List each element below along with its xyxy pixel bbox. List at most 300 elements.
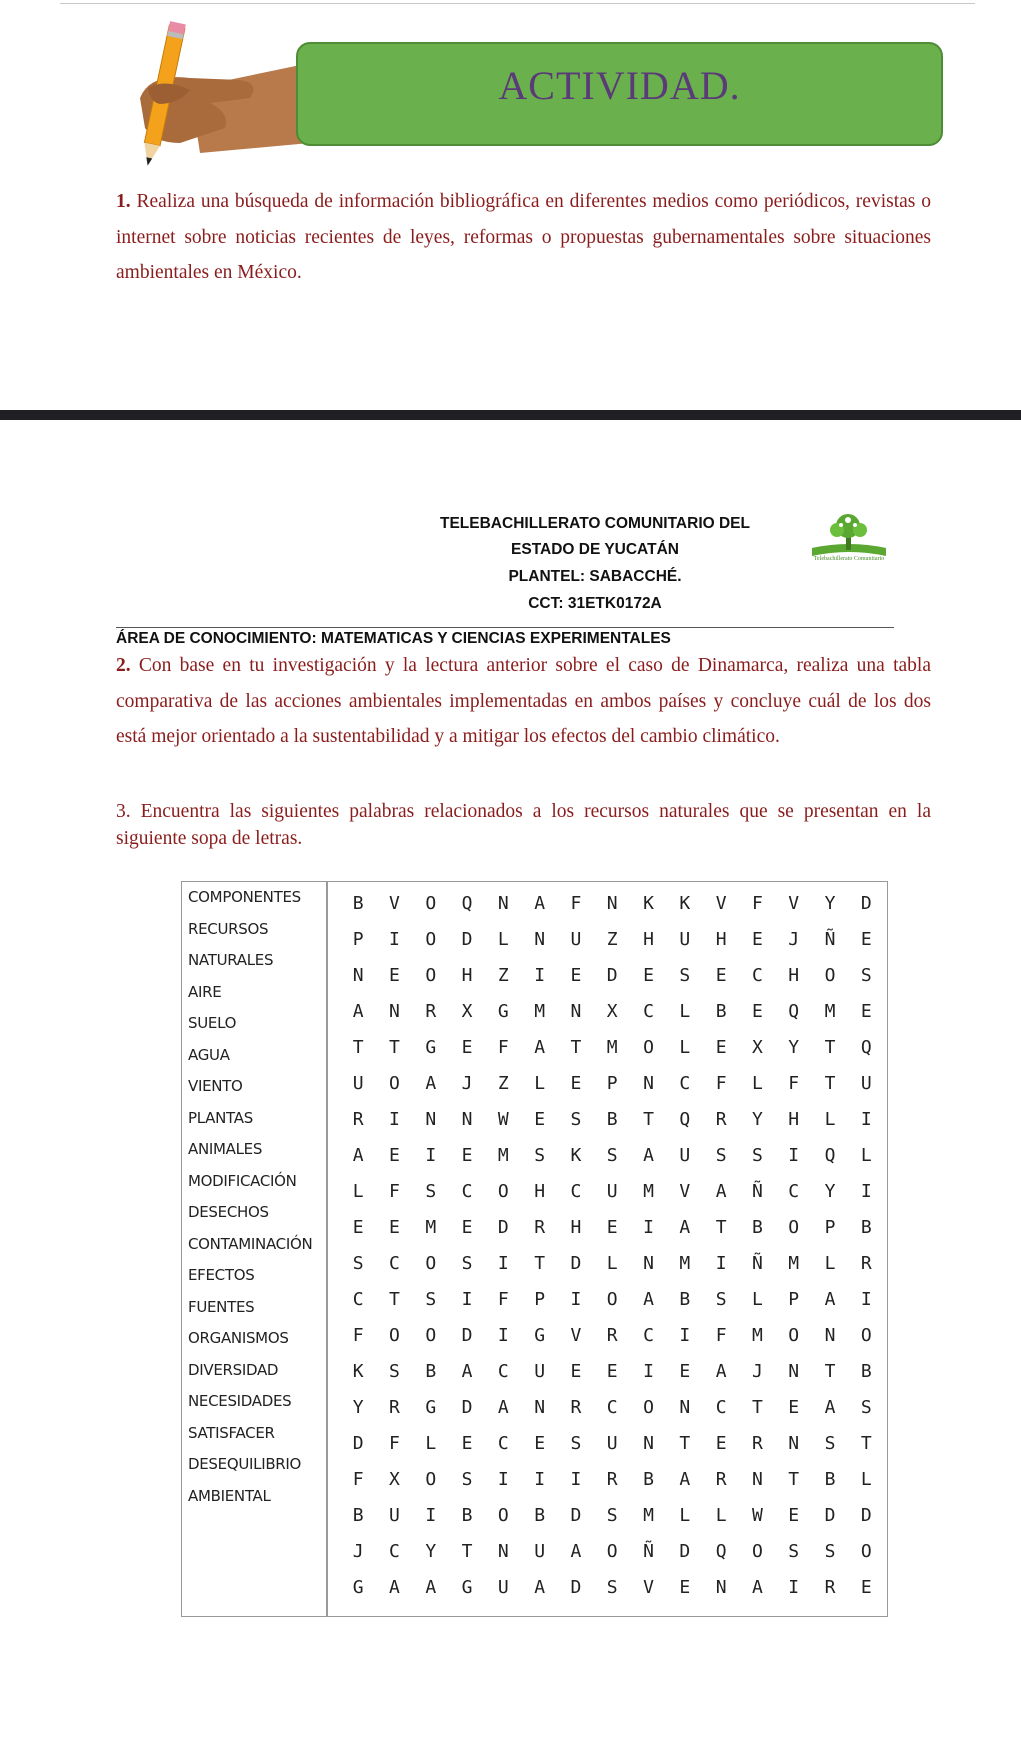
grid-letter: O (425, 892, 437, 914)
grid-letter: G (461, 1576, 473, 1598)
grid-letter: E (389, 1144, 400, 1166)
grid-letter: O (643, 1396, 654, 1418)
grid-letter: A (643, 1144, 654, 1166)
grid-letter: O (606, 1540, 618, 1562)
grid-letter: P (352, 928, 364, 950)
grid-letter: E (570, 1360, 582, 1382)
grid-letter: B (643, 1468, 654, 1490)
grid-letter: E (860, 1576, 872, 1598)
school-name-line-1: TELEBACHILLERATO COMUNITARIO DEL (440, 515, 750, 532)
grid-letter: I (570, 1468, 582, 1490)
word-list-item: MODIFICACIÓN (188, 1171, 297, 1190)
grid-letter: N (643, 1072, 654, 1094)
grid-letter: K (352, 1360, 364, 1382)
grid-letter: H (570, 1216, 582, 1238)
grid-letter: R (606, 1468, 618, 1490)
grid-letter: O (788, 1216, 800, 1238)
grid-letter: I (425, 1504, 437, 1526)
grid-letter: T (715, 1216, 727, 1238)
grid-row (340, 1389, 884, 1425)
grid-letter: A (715, 1360, 727, 1382)
grid-letter: T (534, 1252, 546, 1274)
grid-letter: C (643, 1324, 654, 1346)
grid-letter: L (497, 928, 509, 950)
grid-letter: C (715, 1396, 727, 1418)
grid-letter: Q (461, 892, 473, 914)
grid-letter: A (352, 1144, 364, 1166)
grid-letter: S (824, 1432, 836, 1454)
grid-letter: T (751, 1396, 763, 1418)
grid-letter: E (461, 1144, 473, 1166)
grid-letter: U (606, 1180, 618, 1202)
grid-letter: Y (425, 1540, 437, 1562)
word-list-item: AGUA (188, 1045, 230, 1064)
grid-letter: L (715, 1504, 727, 1526)
grid-letter: E (643, 964, 654, 986)
grid-letter: O (425, 1468, 437, 1490)
grid-letter: A (679, 1468, 691, 1490)
grid-letter: Q (860, 1036, 872, 1058)
grid-letter: M (643, 1180, 654, 1202)
grid-letter: E (461, 1036, 473, 1058)
grid-row (340, 885, 884, 921)
grid-letter: T (824, 1036, 836, 1058)
grid-letter: S (679, 964, 691, 986)
grid-letter: T (389, 1036, 400, 1058)
grid-letter: Y (824, 892, 836, 914)
grid-letter: R (352, 1108, 364, 1130)
grid-letter: C (497, 1432, 509, 1454)
grid-row (340, 1065, 884, 1101)
grid-letter: O (425, 964, 437, 986)
grid-letter: F (352, 1324, 364, 1346)
grid-letter: Ñ (751, 1180, 763, 1202)
grid-letter: C (352, 1288, 364, 1310)
grid-letter: T (679, 1432, 691, 1454)
grid-letter: C (606, 1396, 618, 1418)
grid-letter: U (389, 1504, 400, 1526)
grid-row (340, 1533, 884, 1569)
grid-letter: S (606, 1576, 618, 1598)
grid-letter: M (606, 1036, 618, 1058)
school-cct: CCT: 31ETK0172A (528, 595, 662, 612)
grid-letter: L (860, 1468, 872, 1490)
grid-letter: E (606, 1216, 618, 1238)
grid-letter: F (389, 1432, 400, 1454)
grid-letter: F (715, 1324, 727, 1346)
word-list-item: EFECTOS (188, 1266, 255, 1284)
word-list-item: DESECHOS (188, 1203, 269, 1221)
grid-letter: O (389, 1072, 400, 1094)
grid-letter: Q (824, 1144, 836, 1166)
grid-letter: S (606, 1144, 618, 1166)
grid-letter: C (389, 1540, 400, 1562)
grid-letter: U (679, 1144, 691, 1166)
grid-row (340, 1497, 884, 1533)
grid-letter: S (461, 1468, 473, 1490)
grid-letter: R (751, 1432, 763, 1454)
grid-letter: N (606, 892, 618, 914)
grid-letter: E (461, 1216, 473, 1238)
grid-letter: I (788, 1144, 800, 1166)
grid-row (340, 1209, 884, 1245)
grid-letter: I (497, 1468, 509, 1490)
grid-letter: T (824, 1072, 836, 1094)
grid-letter: U (497, 1576, 509, 1598)
grid-letter: D (352, 1432, 364, 1454)
grid-letter: M (679, 1252, 691, 1274)
grid-letter: U (860, 1072, 872, 1094)
grid-letter: B (606, 1108, 618, 1130)
word-list-item: RECURSOS (188, 919, 269, 938)
grid-letter: R (389, 1396, 400, 1418)
word-list-item: NATURALES (188, 951, 274, 969)
activity-2-text: Con base en tu investigación y la lectura anterior sobre el caso de Dinamarca, realiza una tabla comparativa de las acciones ambientales implementadas en ambos países y concluye cuál de los dos está mejor orientado a la sustentabilidad y a mitigar los efectos del cambio climático. (116, 655, 931, 747)
word-search-divider (326, 882, 328, 1616)
grid-letter: L (824, 1108, 836, 1130)
hand-with-pencil-illustration (120, 18, 310, 183)
grid-letter: I (643, 1216, 654, 1238)
grid-letter: P (788, 1288, 800, 1310)
grid-letter: S (824, 1540, 836, 1562)
activity-1-paragraph (116, 184, 931, 291)
grid-letter: T (352, 1036, 364, 1058)
grid-letter: O (788, 1324, 800, 1346)
grid-letter: S (860, 1396, 872, 1418)
grid-letter: Y (824, 1180, 836, 1202)
grid-letter: J (461, 1072, 473, 1094)
grid-letter: A (715, 1180, 727, 1202)
grid-letter: L (534, 1072, 546, 1094)
grid-letter: E (389, 1216, 400, 1238)
grid-letter: A (389, 1576, 400, 1598)
grid-letter: O (497, 1180, 509, 1202)
grid-letter: S (860, 964, 872, 986)
grid-letter: C (751, 964, 763, 986)
grid-letter: O (606, 1288, 618, 1310)
grid-letter: D (860, 892, 872, 914)
grid-letter: I (425, 1144, 437, 1166)
grid-letter: T (389, 1288, 400, 1310)
grid-letter: S (570, 1432, 582, 1454)
grid-letter: F (352, 1468, 364, 1490)
grid-letter: H (788, 1108, 800, 1130)
grid-letter: G (497, 1000, 509, 1022)
word-list-item: SATISFACER (188, 1423, 275, 1442)
grid-letter: K (643, 892, 654, 914)
school-campus: PLANTEL: SABACCHÉ. (508, 568, 682, 585)
grid-letter: Q (788, 1000, 800, 1022)
word-list-item: VIENTO (188, 1077, 243, 1095)
grid-letter: S (570, 1108, 582, 1130)
grid-letter: X (751, 1036, 763, 1058)
grid-letter: S (751, 1144, 763, 1166)
grid-letter: A (534, 1036, 546, 1058)
grid-letter: C (497, 1360, 509, 1382)
grid-letter: T (643, 1108, 654, 1130)
grid-letter: W (751, 1504, 763, 1526)
grid-letter: M (497, 1144, 509, 1166)
grid-letter: S (461, 1252, 473, 1274)
grid-letter: F (497, 1036, 509, 1058)
grid-letter: Z (497, 964, 509, 986)
grid-letter: G (352, 1576, 364, 1598)
grid-letter: Q (715, 1540, 727, 1562)
word-list-item: CONTAMINACIÓN (188, 1234, 313, 1253)
grid-letter: N (824, 1324, 836, 1346)
grid-letter: O (425, 928, 437, 950)
grid-letter: O (389, 1324, 400, 1346)
grid-letter: A (497, 1396, 509, 1418)
grid-letter: B (425, 1360, 437, 1382)
grid-letter: N (643, 1432, 654, 1454)
grid-letter: M (751, 1324, 763, 1346)
grid-letter: I (715, 1252, 727, 1274)
grid-letter: G (425, 1396, 437, 1418)
grid-letter: L (679, 1504, 691, 1526)
grid-letter: I (497, 1324, 509, 1346)
word-list-item: DIVERSIDAD (188, 1360, 279, 1379)
grid-letter: V (715, 892, 727, 914)
grid-letter: I (860, 1288, 872, 1310)
grid-letter: I (643, 1360, 654, 1382)
grid-row (340, 1281, 884, 1317)
grid-letter: R (534, 1216, 546, 1238)
activity-3-text: 3. Encuentra las siguientes palabras relacionados a los recursos naturales que se presentan en la siguiente sopa de letras. (116, 801, 931, 849)
grid-letter: Y (352, 1396, 364, 1418)
grid-letter: E (679, 1360, 691, 1382)
grid-letter: C (461, 1180, 473, 1202)
grid-letter: N (715, 1576, 727, 1598)
top-rule (60, 3, 975, 4)
grid-letter: X (461, 1000, 473, 1022)
grid-letter: V (788, 892, 800, 914)
banner-title: ACTIVIDAD. (498, 63, 741, 108)
grid-letter: B (679, 1288, 691, 1310)
grid-letter: F (389, 1180, 400, 1202)
grid-letter: S (425, 1180, 437, 1202)
grid-letter: L (425, 1432, 437, 1454)
grid-letter: N (389, 1000, 400, 1022)
grid-letter: L (679, 1036, 691, 1058)
grid-letter: I (389, 1108, 400, 1130)
grid-letter: S (788, 1540, 800, 1562)
grid-letter: V (389, 892, 400, 914)
letter-grid (340, 885, 884, 1605)
grid-letter: K (679, 892, 691, 914)
grid-letter: H (461, 964, 473, 986)
grid-letter: D (679, 1540, 691, 1562)
grid-letter: E (679, 1576, 691, 1598)
grid-letter: X (606, 1000, 618, 1022)
grid-letter: Ñ (643, 1540, 654, 1562)
grid-letter: A (534, 892, 546, 914)
grid-letter: B (715, 1000, 727, 1022)
grid-letter: D (570, 1504, 582, 1526)
grid-letter: D (461, 1396, 473, 1418)
word-list (188, 882, 312, 1512)
word-list-item: DESEQUILIBRIO (188, 1455, 302, 1473)
grid-letter: L (352, 1180, 364, 1202)
grid-letter: E (534, 1108, 546, 1130)
grid-letter: T (461, 1540, 473, 1562)
grid-letter: A (461, 1360, 473, 1382)
grid-letter: B (534, 1504, 546, 1526)
grid-letter: R (425, 1000, 437, 1022)
grid-letter: E (860, 928, 872, 950)
grid-letter: G (425, 1036, 437, 1058)
grid-letter: E (751, 928, 763, 950)
grid-letter: R (715, 1108, 727, 1130)
activity-1-number: 1. (116, 191, 131, 212)
grid-row (340, 1353, 884, 1389)
grid-letter: J (788, 928, 800, 950)
grid-row (340, 1317, 884, 1353)
grid-letter: O (497, 1504, 509, 1526)
grid-row (340, 1461, 884, 1497)
grid-letter: F (788, 1072, 800, 1094)
grid-letter: B (352, 1504, 364, 1526)
grid-letter: D (461, 1324, 473, 1346)
grid-letter: J (352, 1540, 364, 1562)
grid-letter: A (425, 1576, 437, 1598)
grid-letter: I (497, 1252, 509, 1274)
grid-letter: C (570, 1180, 582, 1202)
grid-letter: A (679, 1216, 691, 1238)
grid-letter: E (751, 1000, 763, 1022)
grid-row (340, 993, 884, 1029)
grid-letter: N (788, 1360, 800, 1382)
word-list-item: AIRE (188, 982, 222, 1001)
grid-letter: E (570, 1072, 582, 1094)
grid-row (340, 1425, 884, 1461)
grid-letter: B (860, 1360, 872, 1382)
grid-row (340, 1173, 884, 1209)
knowledge-area: ÁREA DE CONOCIMIENTO: MATEMATICAS Y CIENCIAS EXPERIMENTALES (116, 630, 671, 647)
grid-letter: V (643, 1576, 654, 1598)
activity-banner (296, 42, 943, 146)
grid-letter: P (606, 1072, 618, 1094)
grid-letter: R (860, 1252, 872, 1274)
grid-letter: M (534, 1000, 546, 1022)
grid-letter: U (606, 1432, 618, 1454)
grid-letter: I (570, 1288, 582, 1310)
grid-letter: K (570, 1144, 582, 1166)
grid-letter: B (461, 1504, 473, 1526)
grid-letter: A (751, 1576, 763, 1598)
grid-letter: U (679, 928, 691, 950)
grid-letter: G (534, 1324, 546, 1346)
grid-letter: I (389, 928, 400, 950)
grid-letter: E (788, 1396, 800, 1418)
grid-row (340, 1101, 884, 1137)
grid-letter: H (643, 928, 654, 950)
grid-row (340, 1137, 884, 1173)
grid-letter: N (425, 1108, 437, 1130)
grid-letter: L (824, 1252, 836, 1274)
grid-letter: N (352, 964, 364, 986)
grid-letter: S (534, 1144, 546, 1166)
grid-letter: Ñ (824, 928, 836, 950)
grid-letter: U (352, 1072, 364, 1094)
grid-letter: E (606, 1360, 618, 1382)
grid-letter: B (751, 1216, 763, 1238)
grid-letter: O (824, 964, 836, 986)
grid-letter: D (497, 1216, 509, 1238)
grid-letter: I (534, 1468, 546, 1490)
grid-letter: A (643, 1288, 654, 1310)
grid-letter: E (534, 1432, 546, 1454)
grid-letter: O (860, 1324, 872, 1346)
grid-letter: S (425, 1288, 437, 1310)
grid-letter: N (534, 928, 546, 950)
grid-letter: U (534, 1360, 546, 1382)
grid-letter: X (389, 1468, 400, 1490)
grid-letter: M (824, 1000, 836, 1022)
grid-letter: M (425, 1216, 437, 1238)
grid-letter: O (860, 1540, 872, 1562)
grid-letter: Ñ (751, 1252, 763, 1274)
grid-letter: E (788, 1504, 800, 1526)
grid-letter: R (570, 1396, 582, 1418)
grid-letter: C (389, 1252, 400, 1274)
word-list-item: ANIMALES (188, 1140, 263, 1158)
grid-letter: O (425, 1252, 437, 1274)
grid-letter: J (751, 1360, 763, 1382)
grid-letter: Z (497, 1072, 509, 1094)
grid-letter: E (570, 964, 582, 986)
word-list-item: COMPONENTES (188, 888, 301, 906)
grid-letter: N (570, 1000, 582, 1022)
grid-letter: A (534, 1576, 546, 1598)
grid-letter: L (751, 1288, 763, 1310)
grid-letter: N (679, 1396, 691, 1418)
grid-letter: F (497, 1288, 509, 1310)
grid-letter: B (824, 1468, 836, 1490)
grid-letter: H (788, 964, 800, 986)
page-separator-bar (0, 410, 1021, 420)
grid-letter: T (824, 1360, 836, 1382)
grid-letter: M (643, 1504, 654, 1526)
word-list-item: SUELO (188, 1014, 237, 1032)
grid-letter: R (824, 1576, 836, 1598)
grid-letter: P (824, 1216, 836, 1238)
grid-row (340, 957, 884, 993)
grid-letter: F (715, 1072, 727, 1094)
grid-letter: O (425, 1324, 437, 1346)
word-list-item: NECESIDADES (188, 1392, 292, 1410)
grid-letter: V (679, 1180, 691, 1202)
grid-letter: D (860, 1504, 872, 1526)
grid-letter: E (715, 1036, 727, 1058)
logo-caption: Telebachillerato Comunitario (813, 556, 885, 562)
grid-row (340, 1245, 884, 1281)
grid-letter: S (715, 1288, 727, 1310)
grid-letter: Y (751, 1108, 763, 1130)
grid-letter: T (570, 1036, 582, 1058)
grid-letter: N (534, 1396, 546, 1418)
grid-letter: D (606, 964, 618, 986)
grid-letter: E (715, 1432, 727, 1454)
grid-letter: S (389, 1360, 400, 1382)
grid-letter: C (679, 1072, 691, 1094)
grid-row (340, 1569, 884, 1605)
grid-letter: I (788, 1576, 800, 1598)
word-list-item: PLANTAS (188, 1108, 253, 1127)
grid-letter: E (461, 1432, 473, 1454)
activity-1-text: Realiza una búsqueda de información bibliográfica en diferentes medios como periódicos, revistas o internet sobre noticias recientes de leyes, reformas o propuestas gubernamentales sobre situaciones ambientales en México. (116, 191, 932, 283)
grid-letter: F (570, 892, 582, 914)
